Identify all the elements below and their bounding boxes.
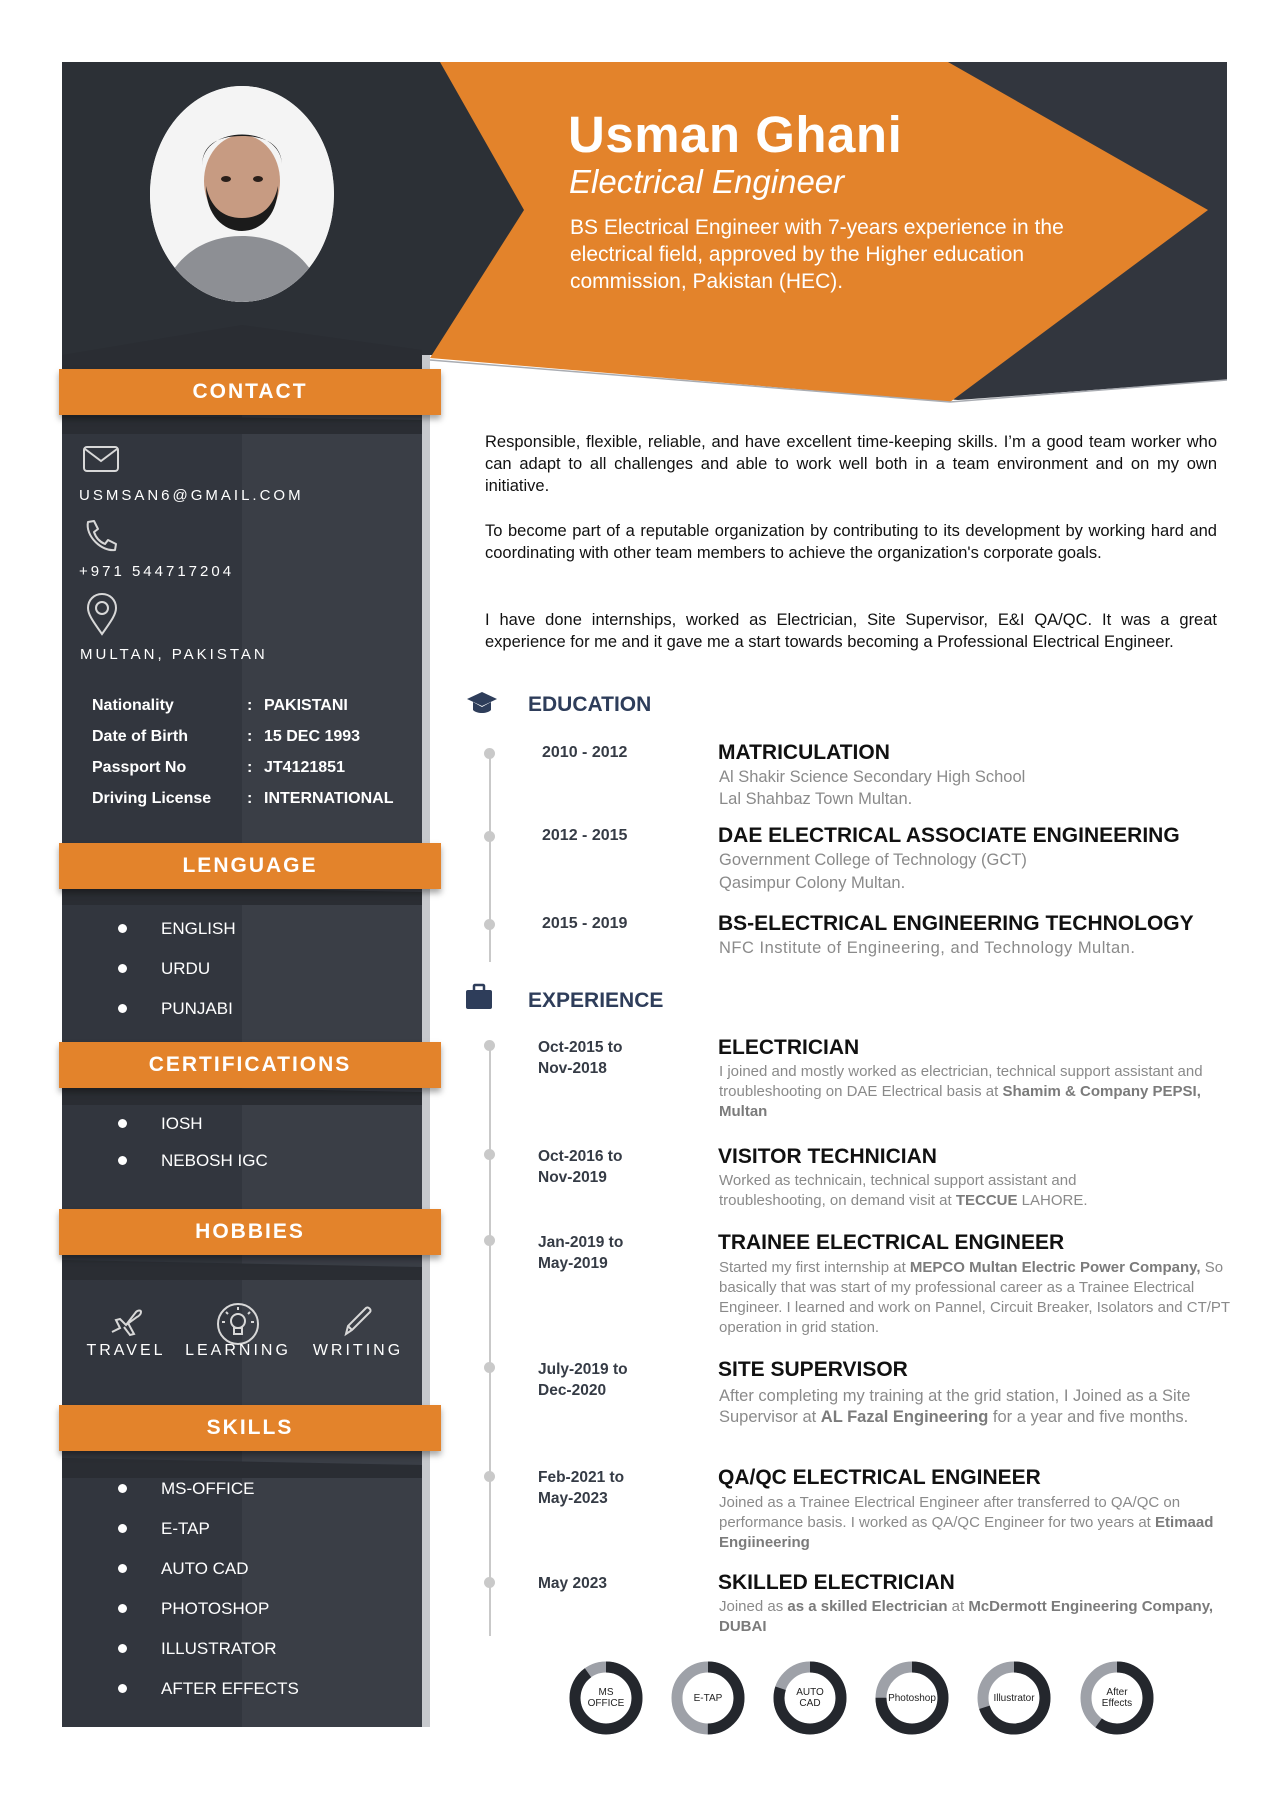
- experience-title: SKILLED ELECTRICIAN: [718, 1571, 955, 1594]
- education-school: NFC Institute of Engineering, and Technology Multan.: [719, 939, 1136, 957]
- skill-ring: [976, 1660, 1052, 1736]
- education-date: 2015 - 2019: [542, 915, 628, 932]
- skill-ring: [1079, 1660, 1155, 1736]
- briefcase-icon: [464, 983, 494, 1016]
- experience-description: I joined and mostly worked as electrician, technical support assistant and troubleshooting on DAE Electrical basis at Shamim & Company PEPSI, Multan: [719, 1063, 1203, 1120]
- envelope-icon: [82, 444, 120, 479]
- education-title: BS-ELECTRICAL ENGINEERING TECHNOLOGY: [718, 912, 1194, 935]
- skill-ring-label: Illustrator: [993, 1692, 1035, 1704]
- experience-title: QA/QC ELECTRICAL ENGINEER: [718, 1466, 1041, 1489]
- experience-description: Joined as as a skilled Electrician at McDermott Engineering Company, DUBAI: [719, 1598, 1214, 1635]
- timeline-dot: [484, 1362, 495, 1373]
- skill-ring-label: Photoshop: [888, 1692, 936, 1704]
- hobby-learning: LEARNING: [178, 1302, 298, 1351]
- timeline-dot: [484, 1471, 495, 1482]
- experience-description: Worked as technicain, technical support assistant and troubleshooting, on demand visit at TECCUE LAHORE.: [719, 1172, 1088, 1209]
- experience-heading: EXPERIENCE: [528, 989, 664, 1012]
- about-paragraph: Responsible, flexible, reliable, and have excellent time-keeping skills. I’m a good team worker who can adapt to all challenges and able to work well both in a team environment and on my own initiative.: [485, 433, 1217, 495]
- location-text: MULTAN, PAKISTAN: [80, 646, 268, 663]
- education-title: DAE ELECTRICAL ASSOCIATE ENGINEERING: [718, 824, 1180, 847]
- objective-paragraph: To become part of a reputable organization by contributing to its development by working hard and coordinating with other team members to achieve the organization's corporate goals.: [485, 522, 1217, 562]
- experience-date: Oct-2016 to Nov-2019: [538, 1148, 623, 1186]
- experience-title: VISITOR TECHNICIAN: [718, 1145, 937, 1168]
- internship-paragraph: I have done internships, worked as Electrician, Site Supervisor, E&I QA/QC. It was a great experience for me and it gave me a start towards becoming a Professional Electrical Engineer.: [485, 611, 1217, 651]
- education-date: 2010 - 2012: [542, 744, 628, 761]
- timeline-dot: [484, 831, 495, 842]
- skill-ring: [568, 1660, 644, 1736]
- profile-photo: [150, 86, 334, 302]
- graduation-cap-icon: [466, 690, 498, 723]
- phone-icon: [82, 518, 118, 559]
- timeline-dot: [484, 919, 495, 930]
- experience-date: Feb-2021 to May-2023: [538, 1469, 625, 1507]
- skill-ring-label: After Effects: [1101, 1687, 1133, 1709]
- education-title: MATRICULATION: [718, 741, 890, 764]
- language-heading: LENGUAGE: [59, 843, 441, 889]
- experience-title: TRAINEE ELECTRICAL ENGINEER: [718, 1231, 1065, 1254]
- experience-description: After completing my training at the grid station, I Joined as a Site Supervisor at AL Fazal Engineering for a year and five months.: [719, 1387, 1191, 1426]
- experience-timeline: [489, 1046, 491, 1636]
- hobby-writing: WRITING: [298, 1302, 418, 1347]
- experience-title: ELECTRICIAN: [718, 1036, 860, 1059]
- education-date: 2012 - 2015: [542, 827, 628, 844]
- skill-ring-label: E-TAP: [693, 1692, 723, 1704]
- map-pin-icon: [85, 592, 119, 641]
- experience-date: Jan-2019 to May-2019: [538, 1234, 624, 1272]
- email-text[interactable]: USMSAN6@GMAIL.COM: [79, 487, 304, 504]
- experience-description: Joined as a Trainee Electrical Engineer after transferred to QA/QC on performance basis. I worked as QA/QC Engineer for two years at Etimaad Engiineering: [719, 1494, 1214, 1551]
- person-name: Usman Ghani: [568, 106, 903, 163]
- education-school: Al Shakir Science Secondary High School: [719, 768, 1026, 786]
- education-heading: EDUCATION: [528, 693, 652, 716]
- certifications-heading: CERTIFICATIONS: [59, 1042, 441, 1088]
- skill-ring-label: MS OFFICE: [587, 1687, 625, 1709]
- experience-date: July-2019 to Dec-2020: [538, 1361, 628, 1399]
- education-location: Qasimpur Colony Multan.: [719, 874, 906, 892]
- timeline-dot: [484, 1577, 495, 1588]
- skills-heading: SKILLS: [59, 1405, 441, 1451]
- job-title: Electrical Engineer: [569, 163, 845, 200]
- experience-description: Started my first internship at MEPCO Multan Electric Power Company, So basically that was start of my professional career as a Trainee Electrical Engineer. I learned and work on Pannel, Circuit Breaker, Isolators and CT/PT operation in grid station.: [719, 1259, 1230, 1336]
- education-school: Government College of Technology (GCT): [719, 851, 1027, 869]
- skill-ring-label: AUTO CAD: [796, 1687, 824, 1709]
- hobby-travel: TRAVEL: [66, 1302, 186, 1347]
- experience-date: Oct-2015 to Nov-2018: [538, 1039, 623, 1077]
- contact-heading: CONTACT: [59, 369, 441, 415]
- header-summary: BS Electrical Engineer with 7-years experience in the electrical field, approved by the Higher education commission, Pakistan (HEC).: [570, 216, 1064, 293]
- timeline-dot: [484, 1235, 495, 1246]
- timeline-dot: [484, 1149, 495, 1160]
- timeline-dot: [484, 1040, 495, 1051]
- skill-ring: [874, 1660, 950, 1736]
- skill-ring: [772, 1660, 848, 1736]
- education-location: Lal Shahbaz Town Multan.: [719, 790, 913, 808]
- skill-ring: [670, 1660, 746, 1736]
- hobbies-heading: HOBBIES: [59, 1209, 441, 1255]
- timeline-dot: [484, 748, 495, 759]
- phone-text[interactable]: +971 544717204: [79, 563, 235, 580]
- experience-date: May 2023: [538, 1575, 607, 1592]
- experience-title: SITE SUPERVISOR: [718, 1358, 908, 1381]
- education-timeline: [489, 752, 491, 962]
